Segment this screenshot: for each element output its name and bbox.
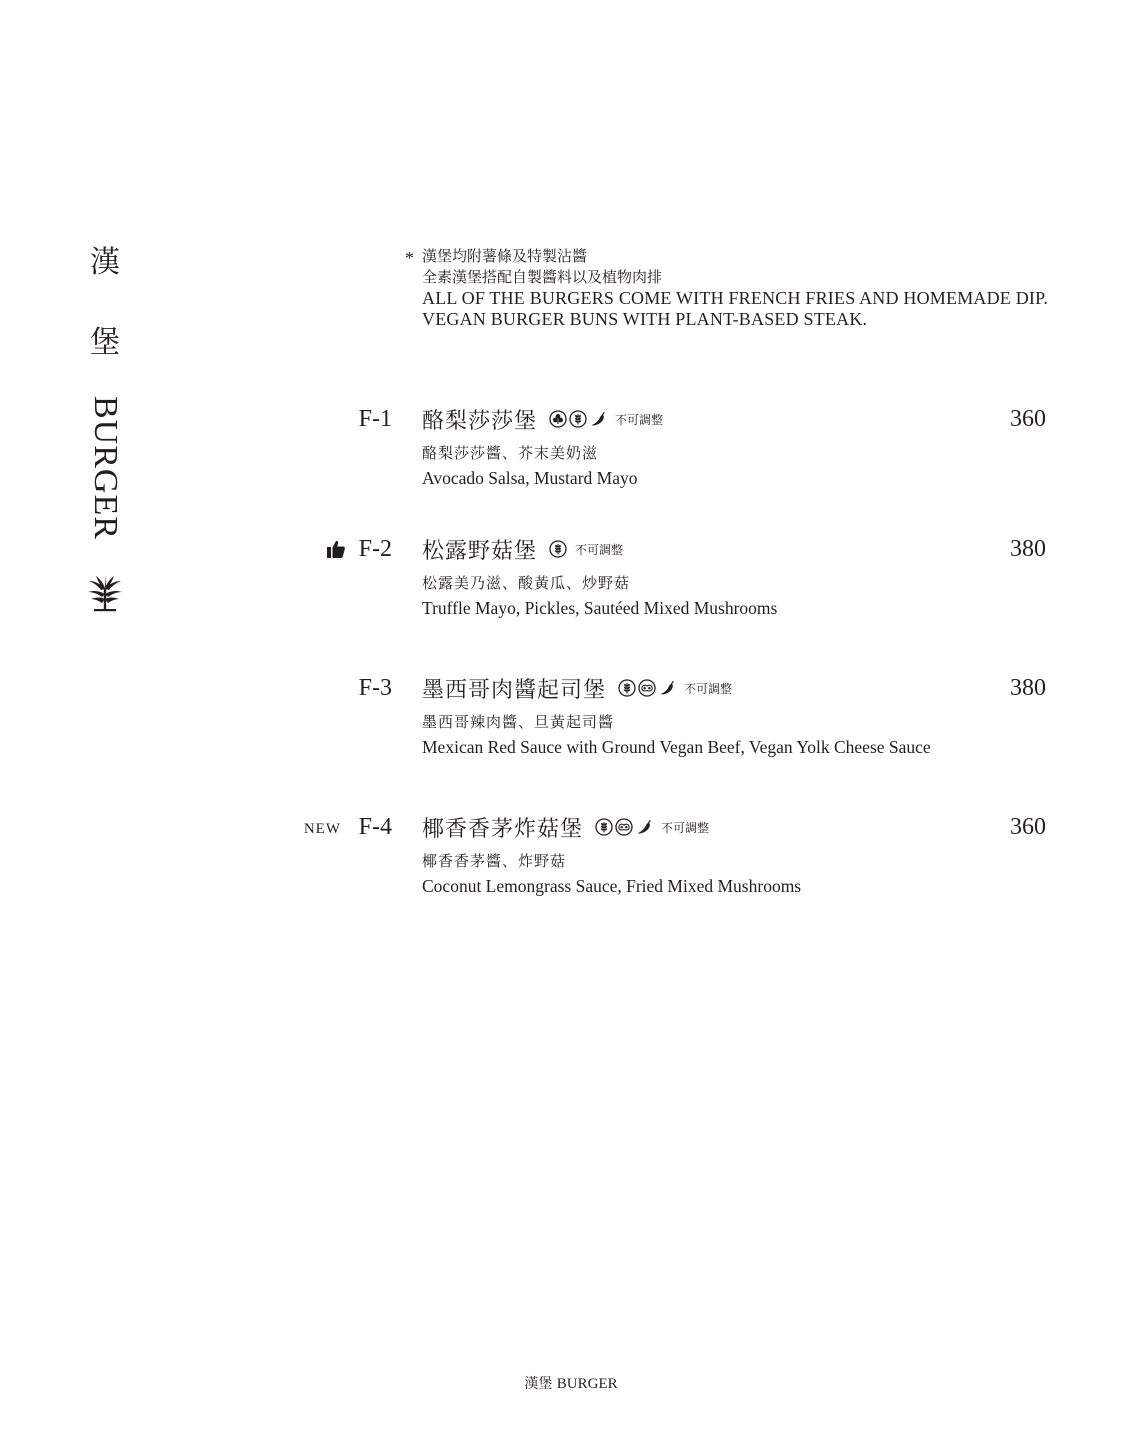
item-desc-en: Avocado Salsa, Mustard Mayo [422,468,638,488]
burger-note [405,246,1048,330]
item-price: 380 [1010,536,1046,562]
chili-icon [658,679,676,697]
side-title-zh-han: 漢 [90,245,120,280]
item-desc-zh: 椰香香茅醬、炸野菇 [422,852,567,870]
soy-icon [615,818,633,836]
item-price: 380 [1010,675,1046,701]
item-name: 椰香香茅炸菇堡 [422,816,584,842]
note-line-zh-1: 漢堡均附薯條及特製沾醬 [422,247,588,265]
chili-icon [635,818,653,836]
item-desc-en: Mexican Red Sauce with Ground Vegan Beef, Vegan Yolk Cheese Sauce [422,737,931,757]
soy-icon [638,679,656,697]
footer-zh: 漢堡 [524,1376,553,1392]
note-line-en-2: VEGAN BURGER BUNS WITH PLANT-BASED STEAK. [422,309,868,329]
note-asterisk: * [405,248,414,268]
note-line-zh-2: 全素漢堡搭配自製醬料以及植物肉排 [422,268,663,286]
item-desc-en: Coconut Lemongrass Sauce, Fried Mixed Mushrooms [422,876,802,896]
new-badge: NEW [303,821,341,837]
side-title [80,245,130,614]
item-desc-zh: 酪梨莎莎醬、芥末美奶滋 [422,444,599,462]
item-name: 墨西哥肉醬起司堡 [422,677,607,703]
side-title-en: BURGER [87,396,124,540]
item-code: F-2 [358,536,392,562]
item-name: 酪梨莎莎堡 [422,408,538,434]
item-code: F-1 [358,406,392,432]
item-name: 松露野菇堡 [422,538,538,564]
item-adjust-note: 不可調整 [615,412,664,427]
item-adjust-note: 不可調整 [575,542,624,557]
chili-icon [589,410,607,428]
wheat-icon [595,818,613,836]
side-title-zh-bao: 堡 [90,325,120,360]
item-code: F-3 [358,675,392,701]
item-desc-zh: 墨西哥辣肉醬、旦黃起司醬 [422,713,615,731]
item-desc-zh: 松露美乃滋、酸黃瓜、炒野菇 [422,574,631,592]
page-footer [0,1373,1142,1393]
note-line-en-1: ALL OF THE BURGERS COME WITH FRENCH FRIES AND HOMEMADE DIP. [422,288,1049,308]
footer-en: BURGER [556,1376,618,1392]
item-code: F-4 [358,814,392,840]
item-adjust-note: 不可調整 [661,820,710,835]
item-desc-en: Truffle Mayo, Pickles, Sautéed Mixed Mushrooms [422,598,778,618]
item-adjust-note: 不可調整 [684,681,733,696]
item-price: 360 [1010,406,1046,432]
item-price: 360 [1010,814,1046,840]
wheat-icon [569,410,587,428]
wheat-icon [549,540,567,558]
nut-icon [549,410,567,428]
tree-logo-icon [85,574,125,614]
thumbs-up-icon [326,539,346,559]
wheat-icon [618,679,636,697]
